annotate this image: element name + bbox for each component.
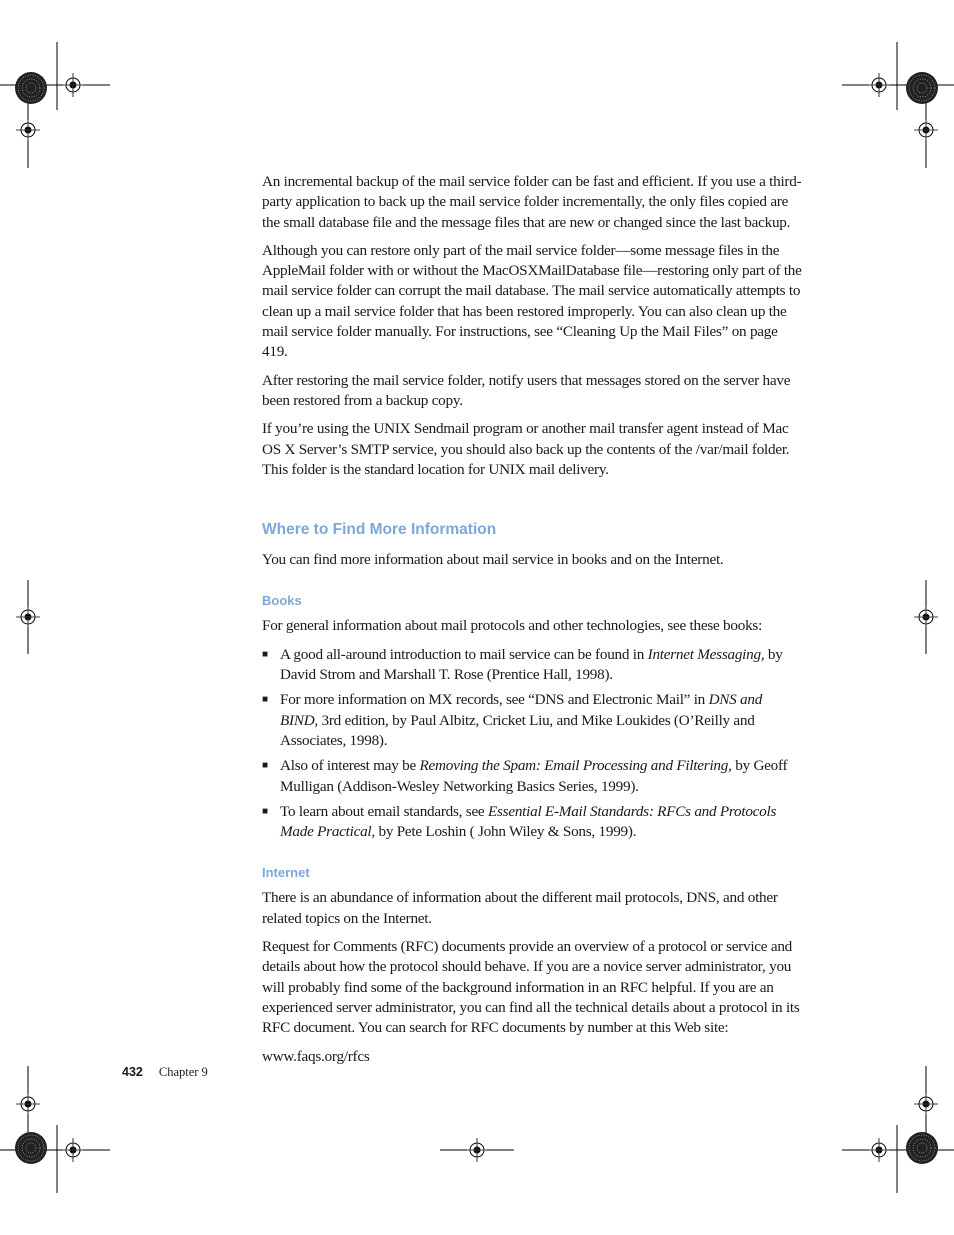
internet-heading: Internet — [262, 865, 310, 881]
page-body — [262, 172, 802, 1075]
intro-paragraph-1: An incremental backup of the mail service folder can be fast and efficient. If you use a third-party application to back up the mail service folder incrementally, the only files copied are the small database file and the message files that are new or changed since the last backup. — [262, 173, 802, 231]
section-intro: You can find more information about mail service in books and on the Internet. — [262, 551, 724, 569]
book-title: Removing the Spam: Email Processing and Filtering, — [419, 757, 732, 775]
section-heading: Where to Find More Information — [262, 521, 497, 539]
list-item: ■ A good all-around introduction to mail service can be found in Internet Messaging, by David Strom and Marshall T. Rose (Prentice Hall, 1998). — [262, 645, 783, 684]
book-title: DNS and BIND, — [280, 691, 763, 729]
page-footer — [122, 1063, 208, 1081]
bullet-icon: ■ — [262, 694, 268, 706]
list-item: ■ For more information on MX records, see “DNS and Electronic Mail” in DNS and BIND, 3rd edition, by Paul Albitz, Cricket Liu, and Mike Loukides (O’Reilly and Associates, 1998). — [262, 691, 763, 749]
books-list — [262, 645, 802, 843]
book-title: Internet Messaging, — [647, 645, 765, 663]
books-heading: Books — [262, 593, 302, 609]
internet-paragraph-1: There is an abundance of information about the different mail protocols, DNS, and other related topics on the Internet. — [262, 889, 778, 927]
book-title: Essential E-Mail Standards: RFCs and Protocols Made Practical, — [280, 802, 777, 841]
bullet-icon: ■ — [262, 760, 268, 772]
page-number: 432 — [122, 1065, 143, 1079]
bullet-icon: ■ — [262, 805, 268, 817]
chapter-label: Chapter 9 — [158, 1065, 208, 1079]
list-item: ■ Also of interest may be Removing the Spam: Email Processing and Filtering, by Geoff Mulligan (Addison-Wesley Networking Basics Series, 1999). — [262, 757, 788, 795]
list-item: ■ To learn about email standards, see Essential E-Mail Standards: RFCs and Protocols Made Practical, by Pete Loshin ( John Wiley & Sons, 1999). — [262, 802, 777, 841]
books-intro: For general information about mail protocols and other technologies, see these books: — [262, 617, 763, 635]
intro-paragraph-2: Although you can restore only part of the mail service folder—some message files in the AppleMail folder with or without the MacOSXMailDatabase file—restoring only part of the mail service folder can corrupt the mail database. The mail service automatically attempts to clean up a mail service folder that has been restored improperly. You can also clean up the mail service folder manually. For instructions, see “Cleaning Up the Mail Files” on page 419. — [262, 241, 802, 361]
internet-paragraph-2: Request for Comments (RFC) documents provide an overview of a protocol or service and details about how the protocol should behave. If you are a novice server administrator, you will probably find some of the background information in an RFC helpful. If you are an experienced server administrator, you can find all the technical details about a protocol in its RFC document. You can search for RFC documents by number at this Web site: — [262, 938, 800, 1037]
intro-paragraph-3: After restoring the mail service folder, notify users that messages stored on the server have been restored from a backup copy. — [262, 371, 791, 409]
bullet-icon: ■ — [262, 648, 268, 660]
rfc-url: www.faqs.org/rfcs — [262, 1047, 370, 1065]
intro-paragraph-4: If you’re using the UNIX Sendmail program or another mail transfer agent instead of Mac OS X Server’s SMTP service, you should also back up the contents of the /var/mail folder. This folder is the standard location for UNIX mail delivery. — [262, 420, 790, 478]
